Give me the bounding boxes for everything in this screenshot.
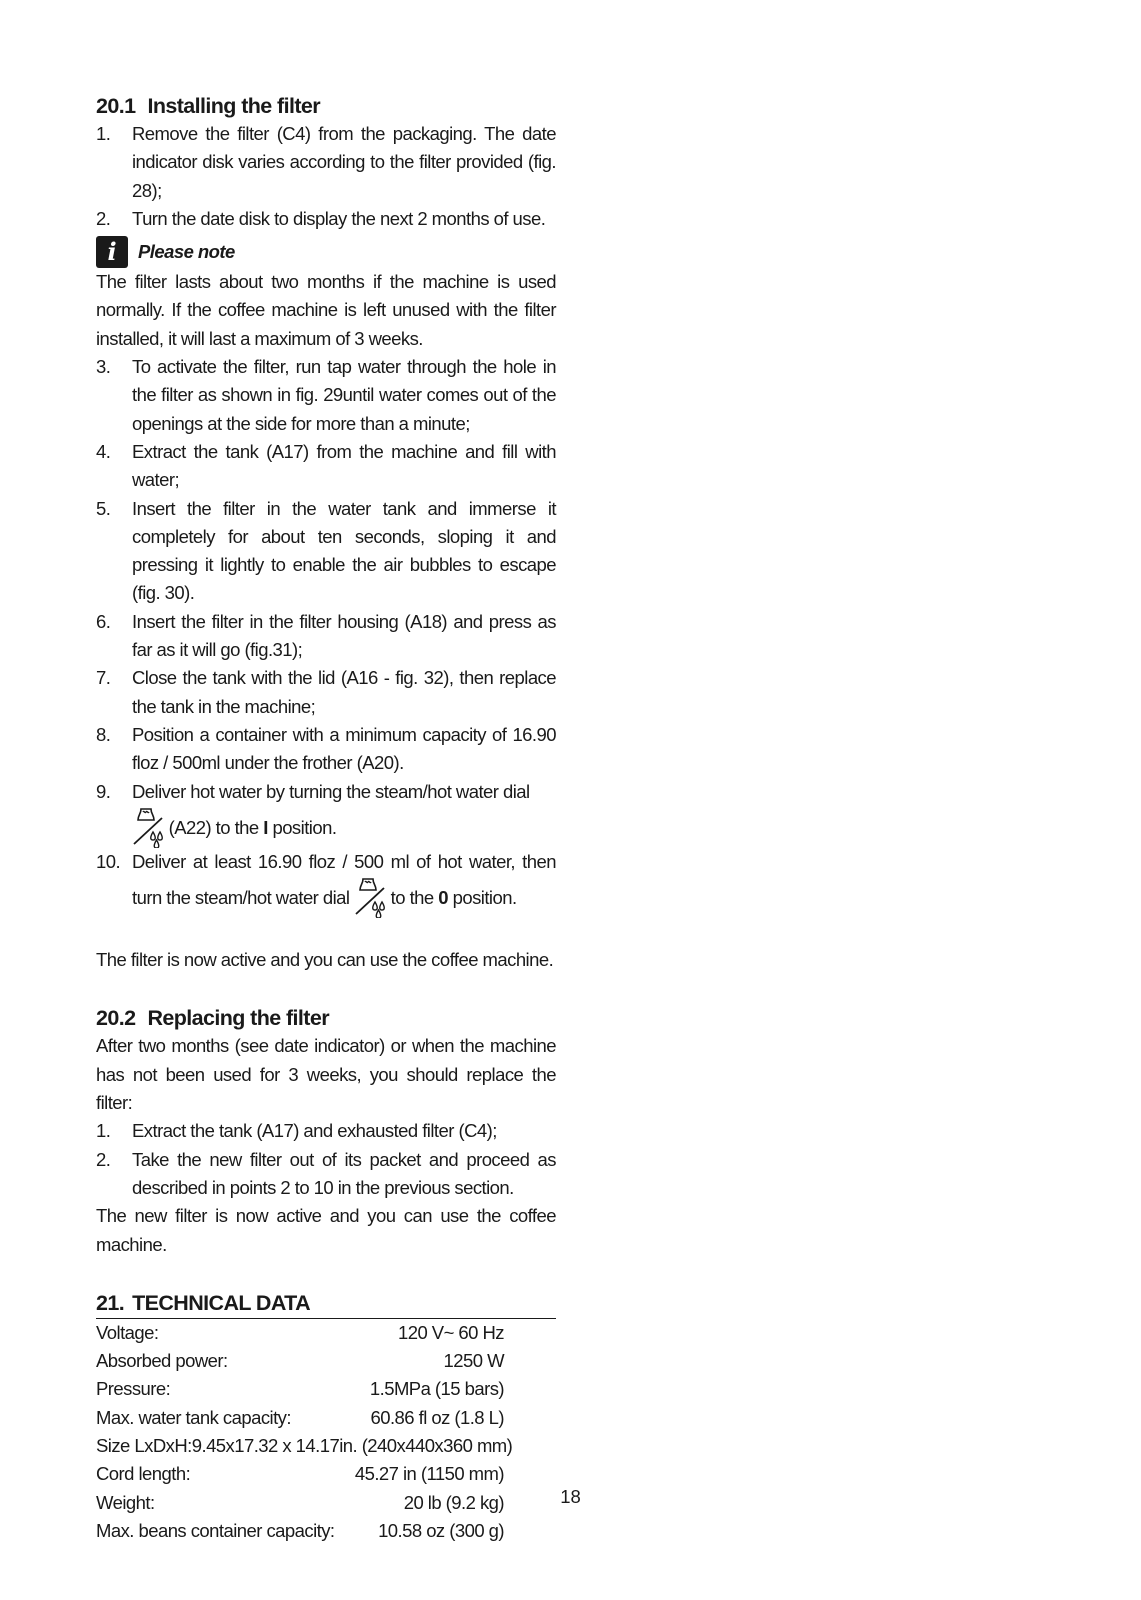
list-item [96,438,556,495]
list-item [96,848,556,918]
steps-list-20-2 [96,1117,556,1202]
row-label: Size LxDxH: [96,1434,192,1456]
table-row [96,1460,504,1488]
item-text: Insert the filter in the filter housing (A18) and press as far as it will go (fig.31); [132,610,556,661]
list-item [96,721,556,778]
row-label: Voltage: [96,1321,159,1343]
table-row [96,1319,504,1347]
section-number: 20.2 [96,1006,136,1031]
item-text: Turn the date disk to display the next 2 months of use. [132,207,546,229]
item-text [132,848,556,918]
item-number: 4. [96,440,111,462]
steam-dial-icon [132,806,164,848]
item-text: To activate the filter, run tap water through the hole in the filter as shown in fig. 29until water comes out of the openings at the side for more than a minute; [132,356,556,434]
steps-list-a [96,120,556,233]
table-row [96,1432,513,1460]
content-column [96,88,556,1545]
item-number: 6. [96,610,111,632]
table-row [96,1517,504,1545]
step-10-text-b: to the [390,887,434,909]
step-9-text-c: position. [272,816,337,838]
list-item [96,778,556,848]
dial-position-i: I [263,816,268,838]
technical-data-table [96,1319,556,1545]
list-item [96,664,556,721]
note-text: The filter lasts about two months if the machine is used normally. If the coffee machine is left unused with the filter installed, it will last a maximum of 3 weeks. [96,271,556,349]
list-item [96,205,556,233]
item-number: 3. [96,356,111,378]
list-item [96,495,556,608]
item-text: Insert the filter in the water tank and immerse it completely for about ten seconds, sloping it and pressing it lightly to enable the air bubbles to escape (fig. 30). [132,497,556,604]
intro-text: After two months (see date indicator) or when the machine has not been used for 3 weeks, you should replace the filter: [96,1035,556,1114]
note-header [96,236,556,268]
dial-position-0: 0 [438,887,449,909]
info-icon: i [96,236,128,268]
item-number: 2. [96,1148,111,1170]
row-label: Max. beans container capacity: [96,1519,335,1541]
table-row [96,1404,504,1432]
item-text: Position a container with a minimum capacity of 16.90 floz / 500ml under the frother (A20). [132,723,556,774]
note-title: Please note [138,241,235,263]
row-label: Pressure: [96,1378,171,1400]
section-heading-21 [96,1289,556,1319]
section-title: Replacing the filter [147,1006,329,1031]
section-title: TECHNICAL DATA [132,1290,311,1315]
row-value: 1.5MPa (15 bars) [369,1378,504,1400]
item-number: 8. [96,723,111,745]
section-title: Installing the filter [147,94,321,118]
section-number: 20.1 [96,94,136,118]
item-text: Extract the tank (A17) from the machine and fill with water; [132,440,556,491]
row-value: 10.58 oz (300 g) [378,1519,504,1541]
section-heading-20-2 [96,1004,556,1032]
list-item [96,1146,556,1203]
row-value: 60.86 fl oz (1.8 L) [370,1406,504,1428]
steps-list-b [96,353,556,918]
step-9-text-a: Deliver hot water by turning the steam/hot water dial [132,780,530,802]
closing-text: The filter is now active and you can use the coffee machine. [96,949,554,971]
closing-text: The new filter is now active and you can use the coffee machine. [96,1205,556,1255]
step-10-text-c: position. [452,887,517,909]
row-label: Absorbed power: [96,1350,228,1372]
row-label: Cord length: [96,1463,191,1485]
row-value: 9.45x17.32 x 14.17in. (240x440x360 mm) [191,1434,513,1456]
row-label: Max. water tank capacity: [96,1406,291,1428]
row-value: 1250 W [443,1350,504,1372]
item-text: Close the tank with the lid (A16 - fig. 32), then replace the tank in the machine; [132,667,556,717]
step-9-text-b: (A22) to the [168,816,259,838]
steam-dial-icon [354,876,386,918]
list-item [96,1117,556,1145]
item-number: 1. [96,123,111,144]
item-number: 5. [96,497,111,519]
list-item [96,353,556,438]
item-number: 2. [96,207,111,229]
item-text: Extract the tank (A17) and exhausted filter (C4); [132,1120,497,1142]
item-number: 7. [96,667,111,689]
page-number: 18 [560,1486,581,1507]
item-number: 9. [96,780,111,802]
list-item [96,608,556,665]
spacer [96,918,556,946]
row-value: 20 lb (9.2 kg) [403,1491,504,1513]
section-number: 21. [96,1290,125,1315]
item-number: 1. [96,1120,111,1142]
row-label: Weight: [96,1491,155,1513]
item-number: 10. [96,850,121,872]
step-10-text-a: Deliver at least 16.90 floz / 500 ml of hot water, then turn the steam/hot water dial [132,850,556,909]
row-value: 120 V~ 60 Hz [397,1321,504,1343]
item-text: Remove the filter (C4) from the packaging. The date indicator disk varies according to the filter provided (fig. 28); [132,123,556,201]
row-value: 45.27 in (1150 mm) [354,1463,504,1485]
item-text [132,778,556,848]
table-row [96,1375,504,1403]
list-item [96,120,556,205]
item-text: Take the new filter out of its packet and proceed as described in points 2 to 10 in the previous section. [132,1148,556,1198]
section-heading-20-1 [96,92,556,120]
table-row [96,1347,504,1375]
